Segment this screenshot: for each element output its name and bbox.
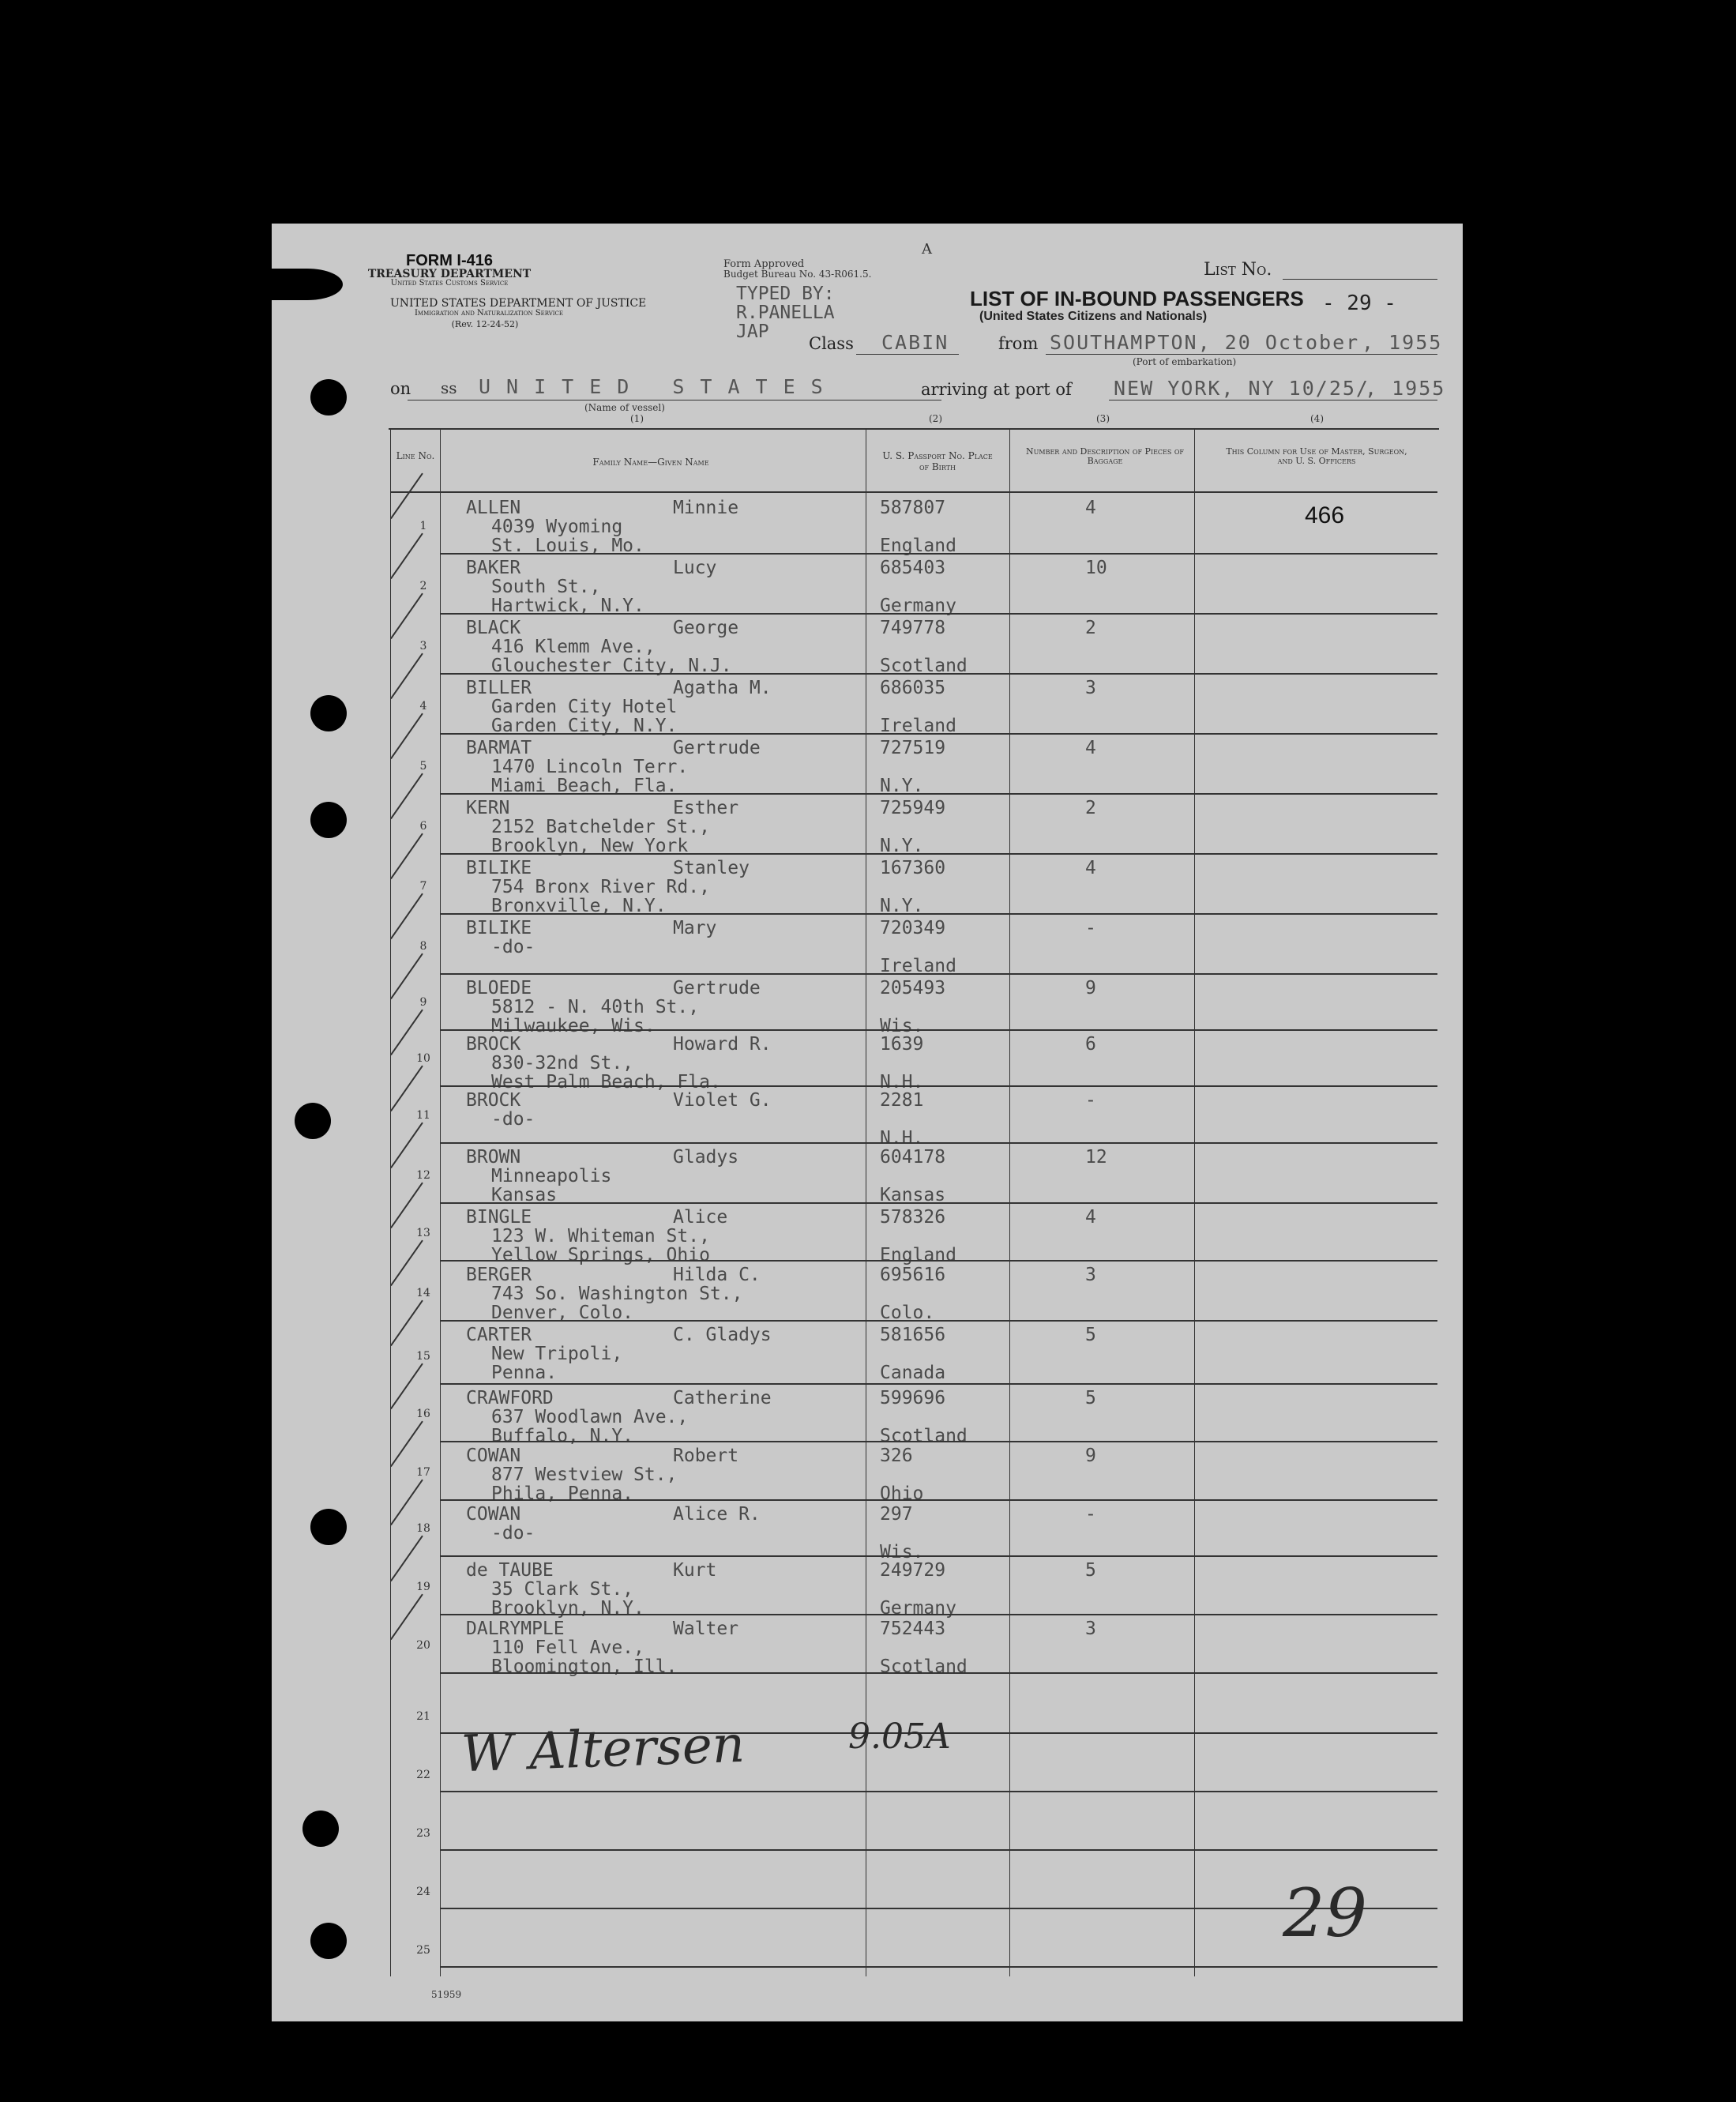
punch-hole [310, 1509, 347, 1545]
address-line-1: 416 Klemm Ave., [491, 637, 656, 657]
passport-number: 1639 [880, 1034, 924, 1055]
baggage-count: - [1085, 918, 1096, 938]
passport-number: 727519 [880, 738, 946, 758]
passport-number: 581656 [880, 1325, 946, 1345]
line-number: 7 [419, 880, 427, 893]
col-head-passport: U. S. Passport No. Place of Birth [882, 450, 993, 472]
row-rule [440, 1202, 1437, 1204]
address-line-1: 4039 Wyoming [491, 517, 623, 537]
family-name: BAKER [466, 558, 521, 578]
place-of-birth: N.H. [880, 1072, 924, 1092]
baggage-count: 12 [1085, 1147, 1107, 1168]
check-mark [390, 1066, 423, 1111]
list-no-label: List No. [1204, 260, 1272, 280]
passport-number: 686035 [880, 678, 946, 698]
family-name: CRAWFORD [466, 1388, 554, 1408]
col-head-line: Line No. [396, 450, 435, 461]
place-of-birth: Wis. [880, 1542, 924, 1562]
col-num-1: (1) [630, 413, 644, 424]
class-line [856, 354, 959, 355]
col-head-name: Family Name—Given Name [592, 457, 709, 468]
arriving-value: NEW YORK, NY 10/25/ [1114, 377, 1370, 400]
passport-number: 2281 [880, 1090, 924, 1111]
line-number: 2 [419, 580, 427, 592]
baggage-count: 9 [1085, 1446, 1096, 1466]
manifest-page [272, 224, 1463, 2021]
address-line-1: 5812 - N. 40th St., [491, 997, 700, 1017]
passport-number: 599696 [880, 1388, 946, 1408]
place-of-birth: N.Y. [880, 896, 924, 916]
check-mark [390, 1300, 423, 1346]
address-line-2: Miami Beach, Fla. [491, 776, 678, 796]
family-name: CARTER [466, 1325, 532, 1345]
line-number: 1 [419, 520, 427, 532]
arriving-label: arriving at port of [921, 380, 1072, 399]
family-name: BILLER [466, 678, 532, 698]
row-rule [440, 1085, 1437, 1087]
check-mark [390, 713, 423, 759]
baggage-count: 3 [1085, 1619, 1096, 1639]
line-number: 9 [419, 996, 427, 1009]
place-of-birth: Scotland [880, 1656, 968, 1677]
family-name: BARMAT [466, 738, 532, 758]
table-top-rule [389, 428, 1439, 430]
given-name: Violet G. [673, 1090, 772, 1111]
check-mark [390, 533, 423, 579]
check-mark [390, 1363, 423, 1409]
list-no-line [1283, 279, 1437, 280]
form-revision: (Rev. 12-24-52) [451, 319, 519, 329]
line-number: 19 [416, 1581, 430, 1593]
from-label: from [998, 334, 1039, 353]
family-name: BLACK [466, 618, 521, 638]
row-rule [440, 793, 1437, 795]
officer-mark: 466 [1305, 502, 1345, 528]
address-line-1: -do- [491, 1109, 535, 1130]
class-value: CABIN [881, 331, 949, 354]
place-of-birth: Ohio [880, 1483, 924, 1504]
family-name: COWAN [466, 1446, 521, 1466]
typed-by-name: R.PANELLA [736, 303, 835, 323]
given-name: Hilda C. [673, 1265, 761, 1285]
passport-number: 587807 [880, 498, 946, 518]
list-number: - 29 - [1322, 291, 1396, 315]
family-name: KERN [466, 798, 510, 818]
check-mark [390, 653, 423, 699]
address-line-1: -do- [491, 1523, 535, 1544]
baggage-count: 4 [1085, 858, 1096, 878]
given-name: Gladys [673, 1147, 739, 1168]
address-line-2: Brooklyn, N.Y. [491, 1598, 644, 1619]
baggage-count: 6 [1085, 1034, 1096, 1055]
baggage-count: 4 [1085, 1207, 1096, 1228]
baggage-count: 2 [1085, 618, 1096, 638]
punch-hole [310, 802, 347, 838]
port-embark-caption: (Port of embarkation) [1133, 356, 1237, 367]
line-number: 22 [416, 1769, 430, 1781]
address-line-2: Garden City, N.Y. [491, 716, 678, 736]
col-head-baggage: Number and Description of Pieces of Baggage [1026, 446, 1184, 466]
address-line-2: Bloomington, Ill. [491, 1656, 678, 1677]
given-name: Catherine [673, 1388, 772, 1408]
dept-justice: UNITED STATES DEPARTMENT OF JUSTICE [390, 297, 647, 310]
class-label: Class [809, 334, 854, 353]
given-name: Howard R. [673, 1034, 772, 1055]
baggage-count: - [1085, 1504, 1096, 1525]
given-name: Gertrude [673, 738, 761, 758]
line-number: 6 [419, 820, 427, 833]
check-mark [390, 1421, 423, 1467]
row-rule [440, 673, 1437, 675]
address-line-1: 830-32nd St., [491, 1053, 634, 1074]
baggage-count: 5 [1085, 1325, 1096, 1345]
family-name: de TAUBE [466, 1560, 554, 1581]
address-line-1: 35 Clark St., [491, 1579, 634, 1600]
place-of-birth: Canada [880, 1363, 946, 1383]
line-number: 21 [416, 1710, 430, 1723]
line-number: 5 [419, 760, 427, 773]
from-line [1046, 354, 1437, 355]
family-name: BROCK [466, 1090, 521, 1111]
row-rule [440, 1966, 1437, 1968]
address-line-1: 123 W. Whiteman St., [491, 1226, 710, 1247]
baggage-count: 3 [1085, 1265, 1096, 1285]
given-name: Kurt [673, 1560, 717, 1581]
arriving-year: , 1955 [1365, 377, 1446, 400]
place-of-birth: N.H. [880, 1128, 924, 1149]
place-of-birth: Germany [880, 1598, 956, 1619]
address-line-2: Brooklyn, New York [491, 836, 689, 856]
baggage-count: 3 [1085, 678, 1096, 698]
col-num-4: (4) [1310, 413, 1324, 424]
address-line-2: Denver, Colo. [491, 1303, 634, 1323]
signature-time-note: 9.05A [848, 1717, 951, 1757]
address-line-2: Buffalo, N.Y. [491, 1426, 634, 1446]
col-num-2: (2) [929, 413, 942, 424]
check-mark [390, 1010, 423, 1055]
row-rule [440, 1672, 1437, 1674]
punch-hole [302, 1811, 339, 1847]
check-mark [390, 953, 423, 999]
line-number: 20 [416, 1639, 430, 1652]
given-name: Esther [673, 798, 739, 818]
address-line-1: 877 Westview St., [491, 1465, 678, 1485]
row-rule [440, 913, 1437, 915]
passport-number: 749778 [880, 618, 946, 638]
col-head-officers: This Column for Use of Master, Surgeon, and U. S. Officers [1226, 446, 1407, 466]
form-code: 51959 [431, 1989, 462, 2000]
col-rule-1 [390, 428, 391, 1976]
line-number: 3 [419, 640, 427, 652]
passport-number: 695616 [880, 1265, 946, 1285]
officer-signature: W Altersen [460, 1715, 746, 1784]
line-number: 25 [416, 1944, 430, 1957]
form-title: LIST OF IN-BOUND PASSENGERS [970, 287, 1304, 310]
family-name: BROWN [466, 1147, 521, 1168]
dept-treasury: TREASURY DEPARTMENT [367, 268, 532, 280]
row-rule [440, 1849, 1437, 1851]
place-of-birth: N.Y. [880, 776, 924, 796]
address-line-1: Minneapolis [491, 1166, 612, 1186]
check-mark [390, 1183, 423, 1228]
place-of-birth: Colo. [880, 1303, 935, 1323]
given-name: Agatha M. [673, 678, 772, 698]
row-rule [440, 1320, 1437, 1322]
check-mark [390, 1480, 423, 1525]
address-line-2: Glouchester City, N.J. [491, 656, 732, 676]
passport-number: 167360 [880, 858, 946, 878]
place-of-birth: Germany [880, 596, 956, 616]
row-rule [440, 1614, 1437, 1615]
row-rule [440, 1791, 1437, 1792]
check-mark [390, 1122, 423, 1168]
baggage-count: 4 [1085, 498, 1096, 518]
passport-number: 725949 [880, 798, 946, 818]
row-rule [440, 973, 1437, 975]
given-name: Lucy [673, 558, 717, 578]
address-line-1: -do- [491, 937, 535, 957]
address-line-1: 743 So. Washington St., [491, 1284, 743, 1304]
line-number: 11 [416, 1109, 430, 1122]
passport-number: 297 [880, 1504, 913, 1525]
given-name: George [673, 618, 739, 638]
family-name: COWAN [466, 1504, 521, 1525]
passport-number: 604178 [880, 1147, 946, 1168]
typed-by-label: TYPED BY: [736, 284, 835, 304]
form-subtitle: (United States Citizens and Nationals) [979, 310, 1208, 323]
address-line-2: Penna. [491, 1363, 558, 1383]
address-line-1: 2152 Batchelder St., [491, 817, 710, 837]
family-name: BILIKE [466, 918, 532, 938]
row-rule [440, 553, 1437, 555]
row-rule [440, 853, 1437, 855]
baggage-count: 10 [1085, 558, 1107, 578]
place-of-birth: N.Y. [880, 836, 924, 856]
row-rule [440, 1383, 1437, 1385]
punch-hole [310, 695, 347, 731]
check-mark [390, 593, 423, 639]
line-number: 15 [416, 1350, 430, 1363]
dept-treasury-sub: United States Customs Service [390, 279, 509, 288]
line-number: 14 [416, 1287, 430, 1299]
line-number: 24 [416, 1886, 430, 1898]
place-of-birth: Kansas [880, 1185, 946, 1205]
family-name: ALLEN [466, 498, 521, 518]
passport-number: 685403 [880, 558, 946, 578]
place-of-birth: Ireland [880, 956, 956, 976]
address-line-1: 110 Fell Ave., [491, 1638, 644, 1658]
handwritten-page-number: 29 [1283, 1875, 1367, 1952]
row-rule [440, 613, 1437, 615]
given-name: Gertrude [673, 978, 761, 998]
address-line-2: West Palm Beach, Fla. [491, 1072, 721, 1092]
from-year: , 1955 [1362, 331, 1443, 354]
row-rule [440, 1555, 1437, 1557]
address-line-2: Kansas [491, 1185, 558, 1205]
address-line-1: 637 Woodlawn Ave., [491, 1407, 689, 1427]
line-number: 17 [416, 1466, 430, 1479]
place-of-birth: England [880, 1245, 956, 1265]
check-mark [390, 1240, 423, 1286]
place-of-birth: Ireland [880, 716, 956, 736]
address-line-2: Bronxville, N.Y. [491, 896, 667, 916]
line-number: 23 [416, 1827, 430, 1840]
address-line-1: Garden City Hotel [491, 697, 678, 717]
address-line-2: Hartwick, N.Y. [491, 596, 644, 616]
baggage-count: 9 [1085, 978, 1096, 998]
place-of-birth: Scotland [880, 656, 968, 676]
passport-number: 249729 [880, 1560, 946, 1581]
baggage-count: 2 [1085, 798, 1096, 818]
place-of-birth: England [880, 536, 956, 556]
passport-number: 752443 [880, 1619, 946, 1639]
given-name: Robert [673, 1446, 739, 1466]
address-line-2: Phila, Penna. [491, 1483, 634, 1504]
address-line-1: South St., [491, 577, 601, 597]
ss-label: ss [441, 378, 457, 397]
from-value: SOUTHAMPTON, 20 October [1050, 331, 1360, 354]
line-number: 16 [416, 1408, 430, 1420]
baggage-count: 4 [1085, 738, 1096, 758]
line-number: 10 [416, 1052, 430, 1065]
row-rule [440, 1029, 1437, 1031]
table-header-rule [390, 491, 1437, 493]
given-name: Mary [673, 918, 717, 938]
check-mark [390, 833, 423, 879]
address-line-1: 1470 Lincoln Terr. [491, 757, 689, 777]
given-name: C. Gladys [673, 1325, 772, 1345]
family-name: DALRYMPLE [466, 1619, 565, 1639]
line-number: 13 [416, 1227, 430, 1239]
check-mark [390, 473, 423, 519]
address-line-2: St. Louis, Mo. [491, 536, 644, 556]
given-name: Walter [673, 1619, 739, 1639]
baggage-count: 5 [1085, 1388, 1096, 1408]
family-name: BILIKE [466, 858, 532, 878]
passport-number: 326 [880, 1446, 913, 1466]
check-mark [390, 1594, 423, 1640]
passport-number: 578326 [880, 1207, 946, 1228]
row-rule [440, 733, 1437, 735]
col-num-3: (3) [1096, 413, 1110, 424]
given-name: Stanley [673, 858, 750, 878]
form-approved: Form Approved [723, 258, 805, 270]
line-number: 12 [416, 1169, 430, 1182]
address-line-2: Yellow Springs, Ohio [491, 1245, 710, 1265]
vessel-name: UNITED STATES [479, 375, 839, 398]
check-mark [390, 893, 423, 939]
baggage-count: - [1085, 1090, 1096, 1111]
passport-number: 720349 [880, 918, 946, 938]
address-line-1: 754 Bronx River Rd., [491, 877, 710, 897]
passport-number: 205493 [880, 978, 946, 998]
family-name: BERGER [466, 1265, 532, 1285]
punch-hole [295, 1103, 331, 1139]
family-name: BLOEDE [466, 978, 532, 998]
line-number: 8 [419, 940, 427, 953]
vessel-caption: (Name of vessel) [584, 402, 665, 413]
given-name: Alice [673, 1207, 728, 1228]
dept-justice-sub: Immigration and Naturalization Service [414, 309, 564, 318]
baggage-count: 5 [1085, 1560, 1096, 1581]
row-rule [440, 1142, 1437, 1144]
check-mark [390, 1536, 423, 1581]
family-name: BROCK [466, 1034, 521, 1055]
punch-hole [310, 1923, 347, 1959]
line-number: 18 [416, 1522, 430, 1535]
on-label: on [390, 379, 411, 398]
check-mark [390, 773, 423, 819]
place-of-birth: Wis. [880, 1016, 924, 1036]
torn-corner [272, 269, 343, 300]
form-number: FORM I-416 [405, 252, 494, 269]
punch-hole [310, 379, 347, 416]
row-rule [440, 1441, 1437, 1442]
place-of-birth: Scotland [880, 1426, 968, 1446]
row-rule [440, 1260, 1437, 1262]
budget-bureau: Budget Bureau No. 43-R061.5. [723, 269, 872, 280]
address-line-2: Milwaukee, Wis. [491, 1016, 656, 1036]
family-name: BINGLE [466, 1207, 532, 1228]
address-line-1: New Tripoli, [491, 1344, 623, 1364]
typed-by-initials: JAP [736, 322, 769, 342]
given-name: Minnie [673, 498, 739, 518]
page-letter: A [922, 241, 932, 258]
given-name: Alice R. [673, 1504, 761, 1525]
row-rule [440, 1499, 1437, 1501]
line-number: 4 [419, 700, 427, 713]
